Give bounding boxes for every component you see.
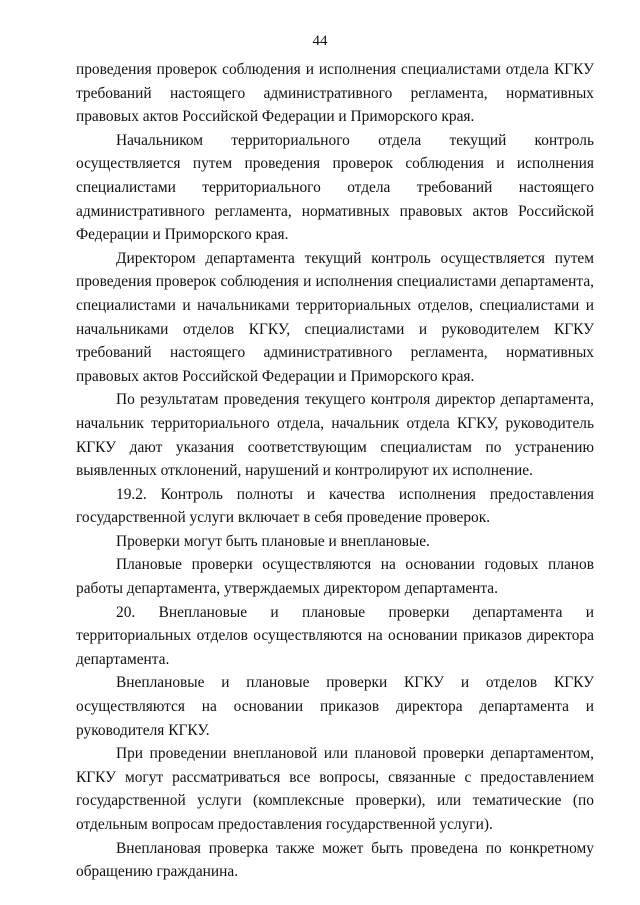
paragraph-control-results: По результатам проведения текущего контроля директор департамента, начальник территориального отдела, начальник отдела КГКУ, руководитель КГКУ дают указания соответствующим специалистам по устранению выявленных отклонений, нарушений и контролируют их исполнение. [76,391,594,480]
paragraph-20: 20. Внеплановые и плановые проверки департамента и территориальных отделов осуществляются на основании приказов директора департамента. [76,603,594,668]
document-body [76,58,594,884]
paragraph-check-scope: При проведении внеплановой или плановой проверки департаментом, КГКУ могут рассматриваться все вопросы, связанные с предоставлением государственной услуги (комплексные проверки), или тематические (по отдельным вопросам предоставления государственной услуги). [76,745,594,833]
paragraph-check-types: Проверки могут быть плановые и внеплановые. [116,532,430,550]
page-number: 44 [312,33,328,49]
paragraph-planned-checks: Плановые проверки осуществляются на основании годовых планов работы департамента, утверждаемых директором департамента. [76,556,594,598]
paragraph-kgku-checks: Внеплановые и плановые проверки КГКУ и отделов КГКУ осуществляются на основании приказов директора департамента и руководителя КГКУ. [76,674,594,739]
paragraph-continuation: проведения проверок соблюдения и исполнения специалистами отдела КГКУ требований настоящего административного регламента, нормативных правовых актов Российской Федерации и Приморского края. [76,61,594,126]
paragraph-director-control: Директором департамента текущий контроль осуществляется путем проведения проверок соблюдения и исполнения специалистами департамента, специалистами и начальниками территориальных отделов, специалистами и начальниками отделов КГКУ, специалистами и руководителем КГКУ требований настоящего административного регламента, нормативных правовых актов Российской Федерации и Приморского края. [76,249,594,385]
paragraph-citizen-appeal: Внеплановая проверка также может быть проведена по конкретному обращению гражданина. [76,839,594,881]
paragraph-territorial-head-control: Начальником территориального отдела текущий контроль осуществляется путем проведения проверок соблюдения и исполнения специалистами территориального отдела требований настоящего административного регламента, нормативных правовых актов Российской Федерации и Приморского края. [76,131,594,244]
paragraph-19-2: 19.2. Контроль полноты и качества исполнения предоставления государственной услуги включает в себя проведение проверок. [76,485,594,527]
